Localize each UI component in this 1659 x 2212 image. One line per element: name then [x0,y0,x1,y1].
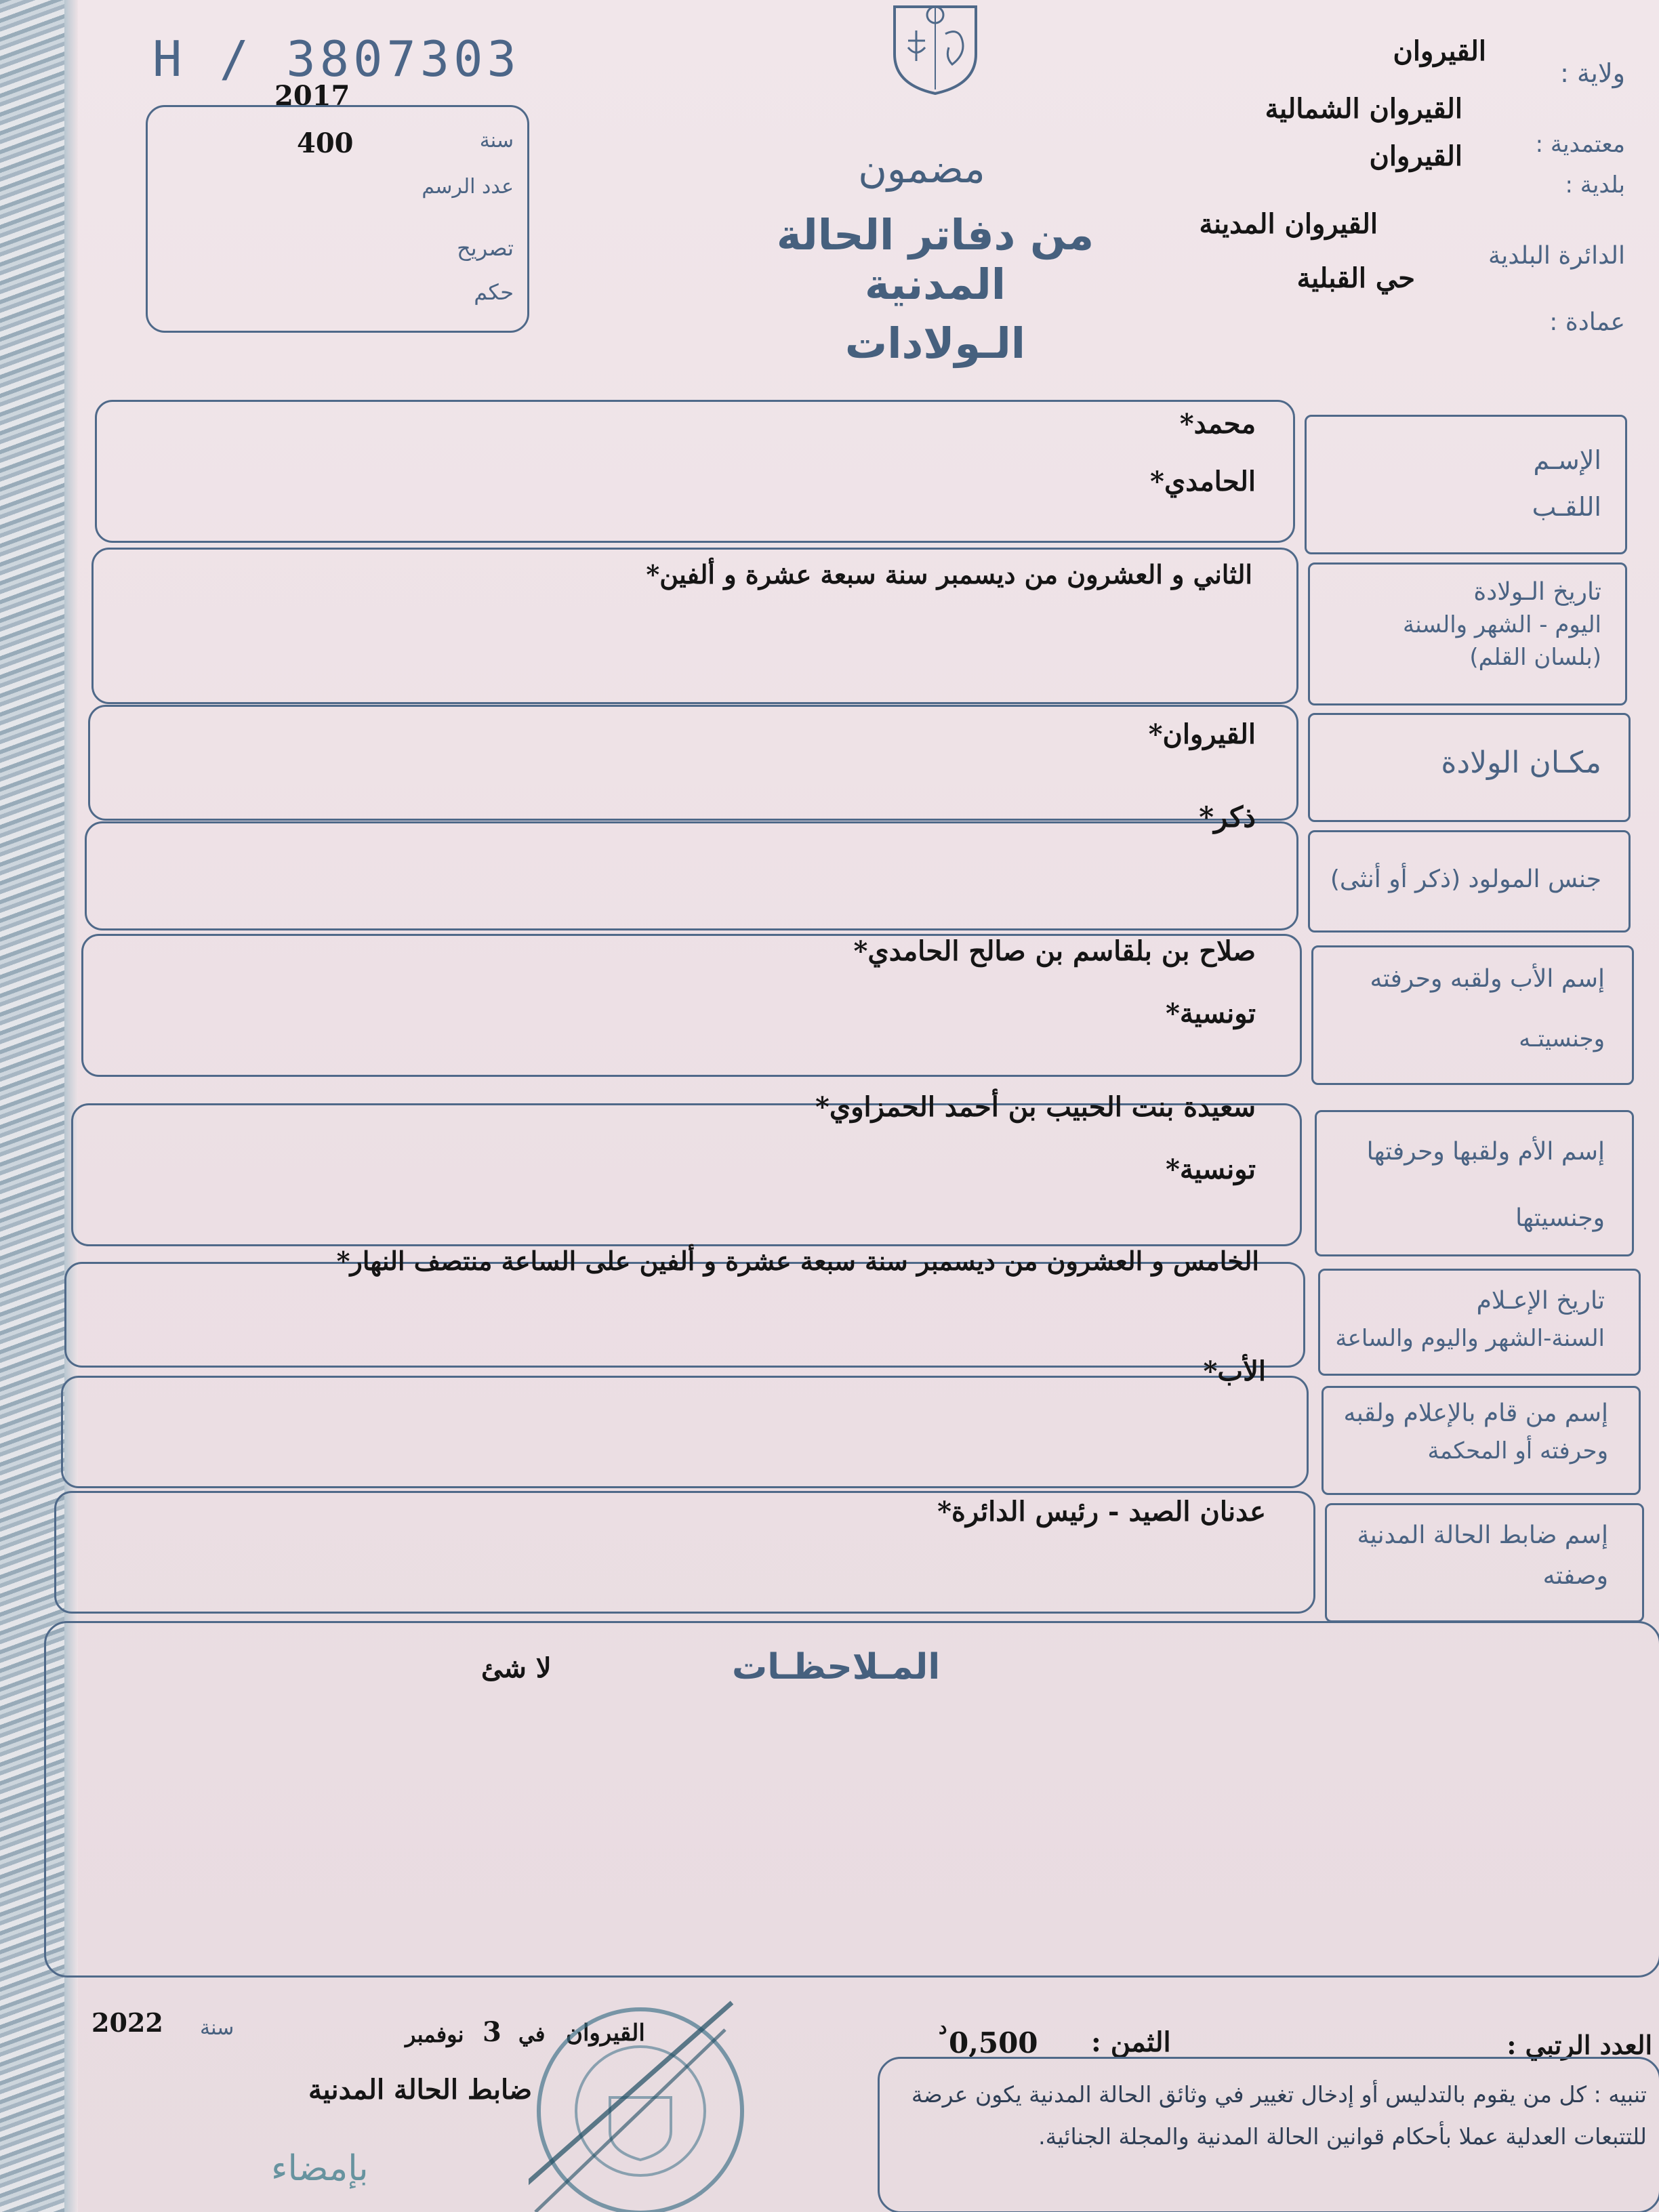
label-mother-line2: وجنسيتها [1515,1204,1605,1232]
municipality-label: بلدية : [1565,171,1625,199]
label-name-line1: الإسـم [1533,445,1601,475]
value-box-name [95,400,1295,543]
declaration-label: تصريح [457,235,514,261]
district-label: الدائرة البلدية [1488,242,1625,270]
value-mother: سعيدة بنت الحبيب بن أحمد الحمزاوي* [815,1091,1256,1123]
value-surname: الحامدي* [1150,466,1256,497]
value-box-declarant [61,1376,1309,1488]
value-sex: ذكر* [1199,800,1256,834]
municipality-value: القيروان [1369,140,1462,172]
fee-count-label: عدد الرسم [422,175,514,199]
remarks-label: المـلاحظـات [732,1647,941,1687]
governorate-label: ولاية : [1560,58,1625,88]
value-birth-date: الثاني و العشرون من ديسمبر سنة سبعة عشرة و ألفين* [646,559,1252,590]
label-declarant-line1: إسم من قام بالإعلام ولقبه [1343,1399,1608,1427]
value-mother-nationality: تونسية* [1165,1153,1256,1185]
signature-name: بإمضاء [271,2148,369,2189]
fee-box [146,105,529,333]
value-declaration-date: الخامس و العشرون من ديسمبر سنة سبعة عشرة و ألفين على الساعة منتصف النهار* [336,1246,1259,1276]
fee-year-label: سنة [479,129,514,152]
label-officer-line2: وصفته [1542,1562,1608,1590]
state-emblem-icon [881,0,989,95]
issue-year: 2022 [91,2007,163,2038]
price-unit: د [939,2016,947,2039]
value-father-nationality: تونسية* [1165,998,1256,1029]
value-father: صلاح بن بلقاسم بن صالح الحامدي* [853,935,1256,967]
label-birth-date-line1: تاريخ الـولادة [1473,578,1601,606]
official-stamp-icon [529,1989,745,2212]
title-line1: مضمون [858,146,985,192]
year-label: سنة [200,2016,234,2040]
sector-label: عمادة : [1549,308,1625,336]
value-birth-place: القيروان* [1148,718,1256,750]
label-birth-date-line2: اليوم - الشهر والسنة [1403,611,1601,638]
label-declaration-date-line1: تاريخ الإعـلام [1476,1287,1605,1315]
top-year: 2017 [274,80,350,112]
issue-place: القيروان [566,2020,645,2047]
title-births: الـولادات [844,319,1026,368]
governorate-value: القيروان [1393,35,1486,67]
label-father-line2: وجنسيتـه [1519,1025,1605,1052]
document-serial: H / 3807303 [152,30,520,87]
label-officer-line1: إسم ضابط الحالة المدنية [1357,1521,1608,1549]
label-birth-date-line3: (بلسان القلم) [1469,644,1601,671]
fee-year-value: 400 [297,127,354,159]
district-value: القيروان المدينة [1199,208,1378,240]
judgment-label: حكم [474,279,514,305]
in-label: في [518,2023,546,2047]
label-birth-place: مكـان الولادة [1441,745,1601,780]
serial-number-label: العدد الرتبي : [1507,2030,1652,2060]
label-declaration-date-line2: السنة-الشهر واليوم والساعة [1335,1325,1605,1352]
label-mother-line1: إسم الأم ولقبها وحرفتها [1366,1138,1605,1166]
value-officer: عدنان الصيد - رئيس الدائرة* [937,1496,1266,1528]
price-label: الثمن : [1091,2026,1171,2058]
value-box-sex [85,821,1298,930]
remarks-value: لا شئ [481,1652,552,1684]
value-first-name: محمد* [1179,408,1256,440]
value-box-birth-place [88,705,1298,821]
label-declarant-line2: وحرفته أو المحكمة [1427,1437,1608,1465]
officer-title: ضابط الحالة المدنية [308,2074,533,2106]
delegation-label: معتمدية : [1535,131,1625,158]
label-sex: جنس المولود (ذكر أو أنثى) [1330,865,1601,893]
label-name-line2: اللقـب [1532,492,1601,522]
title-line2: من دفاتر الحالة المدنية [776,210,1094,309]
delegation-value: القيروان الشمالية [1265,93,1462,125]
issue-month: نوفمبر [405,2022,464,2047]
issue-day: 3 [483,2016,501,2048]
legal-notice: تنبيه : كل من يقوم بالتدليس أو إدخال تغيير في وثائق الحالة المدنية يكون عرضة للتتبعات العدلية عملا بأحكام قوانين الحالة المدنية والمجلة الجنائية. [911,2081,1647,2150]
sector-value: حي القبلية [1296,262,1415,294]
label-father-line1: إسم الأب ولقبه وحرفته [1370,965,1605,993]
value-declarant: الأب* [1203,1355,1266,1387]
price-value: 0,500 [949,2026,1038,2060]
